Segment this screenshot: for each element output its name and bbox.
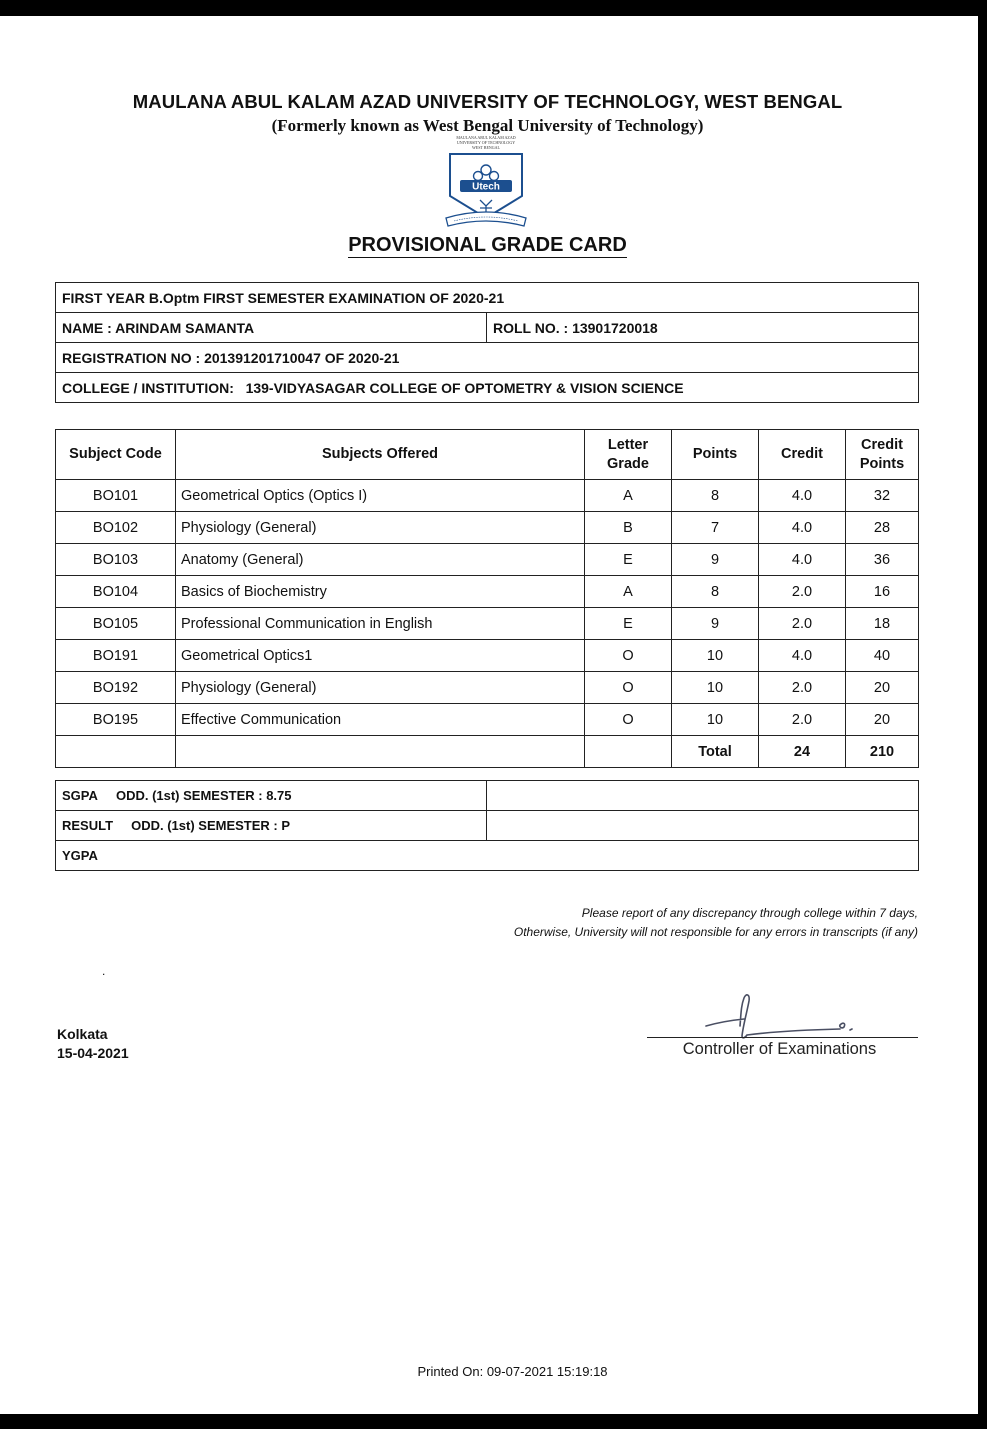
credit-points: 28 (846, 512, 919, 544)
university-former-name: (Formerly known as West Bengal University of Technology) (271, 116, 704, 135)
credit-points: 20 (846, 672, 919, 704)
credit-points: 20 (846, 704, 919, 736)
points: 8 (672, 576, 759, 608)
controller-of-examinations: Controller of Examinations (682, 1040, 877, 1058)
info-row-name (56, 313, 919, 343)
credit: 2.0 (759, 704, 846, 736)
col-credit-points (846, 430, 919, 480)
credit-points: 18 (846, 608, 919, 640)
roll-number: ROLL NO. : 13901720018 (487, 313, 919, 343)
letter-grade: A (585, 480, 672, 512)
result-empty-cell (487, 811, 919, 841)
credit: 4.0 (759, 512, 846, 544)
credit: 2.0 (759, 608, 846, 640)
credit-points: 40 (846, 640, 919, 672)
logo-emblem-icon (444, 136, 528, 228)
subject-name: Effective Communication (176, 704, 585, 736)
university-name: MAULANA ABUL KALAM AZAD UNIVERSITY OF TECHNOLOGY, WEST BENGAL (132, 91, 843, 112)
card-title-text: PROVISIONAL GRADE CARD (348, 234, 627, 256)
info-row-college (56, 373, 919, 403)
printed-on: Printed On: 09-07-2021 15:19:18 (417, 1364, 608, 1379)
exam-name: FIRST YEAR B.Optm FIRST SEMESTER EXAMINATION OF 2020-21 (56, 283, 919, 313)
table-row (56, 576, 919, 608)
total-credit: 24 (759, 736, 846, 768)
table-row (56, 704, 919, 736)
result-summary-table (55, 780, 919, 871)
letter-grade: E (585, 608, 672, 640)
place: Kolkata (57, 1026, 108, 1042)
total-label: Total (672, 736, 759, 768)
subject-name: Physiology (General) (176, 672, 585, 704)
result-label: RESULT (62, 818, 114, 833)
grades-table (55, 429, 919, 768)
total-empty-cell (176, 736, 585, 768)
col-letter-grade (585, 430, 672, 480)
issue-date: 15-04-2021 (57, 1045, 129, 1061)
sgpa-row (56, 781, 919, 811)
logo-word: Utech (472, 181, 500, 193)
points: 8 (672, 480, 759, 512)
credit-points: 36 (846, 544, 919, 576)
letter-grade: O (585, 672, 672, 704)
table-row (56, 480, 919, 512)
points: 9 (672, 608, 759, 640)
col-credit: Credit (759, 430, 846, 480)
subject-code: BO105 (56, 608, 176, 640)
points: 9 (672, 544, 759, 576)
col-subject-code: Subject Code (56, 430, 176, 480)
credit: 4.0 (759, 640, 846, 672)
letter-grade: O (585, 640, 672, 672)
points: 10 (672, 672, 759, 704)
table-row (56, 640, 919, 672)
credit: 4.0 (759, 480, 846, 512)
grade-card-sheet (0, 16, 978, 1414)
credit-points: 32 (846, 480, 919, 512)
letter-grade: O (585, 704, 672, 736)
subject-name: Geometrical Optics1 (176, 640, 585, 672)
table-row (56, 512, 919, 544)
credit: 2.0 (759, 576, 846, 608)
subject-code: BO103 (56, 544, 176, 576)
ygpa-row (56, 841, 919, 871)
points: 10 (672, 640, 759, 672)
subject-name: Physiology (General) (176, 512, 585, 544)
student-name: NAME : ARINDAM SAMANTA (56, 313, 487, 343)
registration-number: REGISTRATION NO : 201391201710047 OF 2020-21 (56, 343, 919, 373)
info-row-registration (56, 343, 919, 373)
table-row (56, 672, 919, 704)
total-empty-cell (56, 736, 176, 768)
col-letter-grade-line2: Grade (607, 455, 649, 472)
note-line-1: Please report of any discrepancy through college within 7 days, (581, 906, 918, 920)
table-row (56, 608, 919, 640)
student-info-table (55, 282, 919, 403)
col-subjects-offered: Subjects Offered (176, 430, 585, 480)
sgpa-label: SGPA (62, 788, 98, 803)
result-row (56, 811, 919, 841)
table-row (56, 544, 919, 576)
result-value: ODD. (1st) SEMESTER : P (131, 818, 291, 833)
col-points: Points (672, 430, 759, 480)
subject-code: BO191 (56, 640, 176, 672)
grades-header-row (56, 430, 919, 480)
university-logo (444, 136, 528, 228)
college-label: COLLEGE / INSTITUTION: (62, 379, 234, 396)
result (56, 811, 487, 841)
logo-line-2: UNIVERSITY OF TECHNOLOGY (456, 140, 516, 145)
subject-code: BO102 (56, 512, 176, 544)
subject-name: Professional Communication in English (176, 608, 585, 640)
signature-line (647, 1037, 918, 1038)
points: 10 (672, 704, 759, 736)
col-credit-points-line2: Points (859, 455, 905, 472)
college (56, 373, 919, 403)
total-empty-cell (585, 736, 672, 768)
total-row (56, 736, 919, 768)
subject-code: BO195 (56, 704, 176, 736)
letter-grade: A (585, 576, 672, 608)
ygpa-label: YGPA (56, 841, 919, 871)
sgpa-value: ODD. (1st) SEMESTER : 8.75 (115, 788, 292, 803)
discrepancy-note (514, 904, 918, 942)
subject-name: Anatomy (General) (176, 544, 585, 576)
note-line-2: Otherwise, University will not responsible for any errors in transcripts (if any) (513, 925, 918, 939)
subject-code: BO104 (56, 576, 176, 608)
logo-line-1: MAULANA ABUL KALAM AZAD (456, 135, 516, 140)
stray-dot: . (102, 964, 106, 978)
logo-line-3: WEST BENGAL (471, 145, 501, 150)
col-credit-points-line1: Credit (861, 436, 903, 453)
credit: 4.0 (759, 544, 846, 576)
sgpa-empty-cell (487, 781, 919, 811)
total-credit-points: 210 (846, 736, 919, 768)
letter-grade: B (585, 512, 672, 544)
info-row-exam (56, 283, 919, 313)
place-and-date (57, 1025, 129, 1063)
letter-grade: E (585, 544, 672, 576)
points: 7 (672, 512, 759, 544)
subject-code: BO192 (56, 672, 176, 704)
subject-name: Basics of Biochemistry (176, 576, 585, 608)
credit-points: 16 (846, 576, 919, 608)
sgpa (56, 781, 487, 811)
col-letter-grade-line1: Letter (607, 436, 649, 453)
subject-code: BO101 (56, 480, 176, 512)
subject-name: Geometrical Optics (Optics I) (176, 480, 585, 512)
credit: 2.0 (759, 672, 846, 704)
college-value: 139-VIDYASAGAR COLLEGE OF OPTOMETRY & VISION SCIENCE (245, 379, 684, 396)
card-title (0, 234, 975, 257)
